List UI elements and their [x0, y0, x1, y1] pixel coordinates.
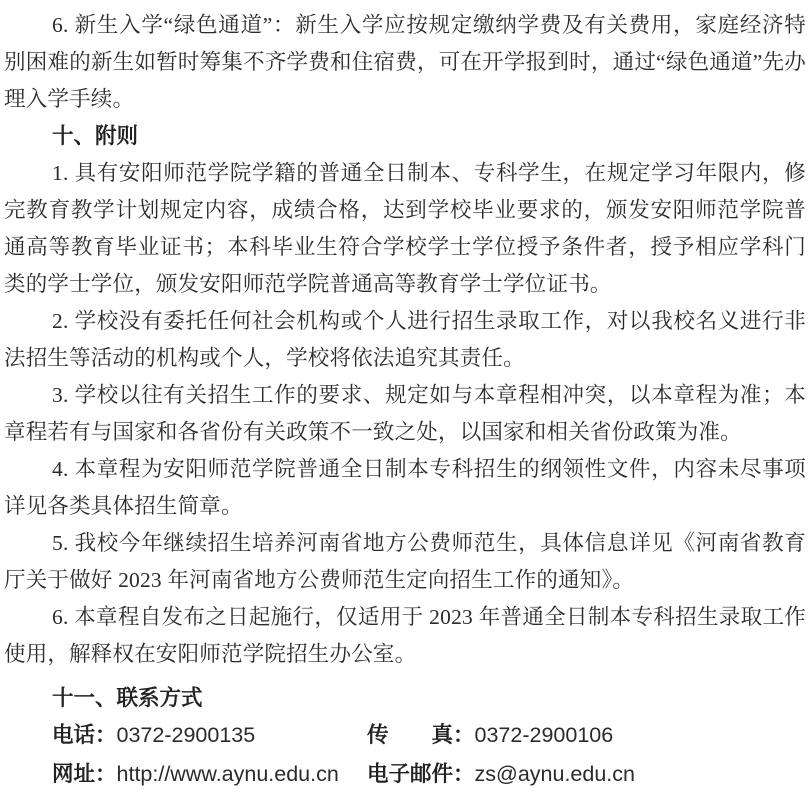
website-value: http://www.aynu.edu.cn [116, 762, 339, 786]
appendix-item-4: 4. 本章程为安阳师范学院普通全日制本专科招生的纲领性文件，内容未尽事项详见各类具体招生简章。 [4, 457, 806, 518]
appendix-item-6: 6. 本章程自发布之日起施行，仅适用于 2023 年普通全日制本专科招生录取工作使用，解释权在安阳师范学院招生办公室。 [4, 605, 806, 666]
contact-phone [52, 717, 367, 754]
phone-label: 电话： [52, 723, 117, 747]
appendix-item-5: 5. 我校今年继续招生培养河南省地方公费师范生，具体信息详见《河南省教育厅关于做好 2023 年河南省地方公费师范生定向招生工作的通知》。 [4, 531, 806, 592]
fax-value: 0372-2900106 [474, 723, 614, 747]
appendix-item-2: 2. 学校没有委托任何社会机构或个人进行招生录取工作，对以我校名义进行非法招生等活动的机构或个人，学校将依法追究其责任。 [4, 309, 806, 370]
website-label: 网址： [52, 762, 117, 786]
email-value: zs@aynu.edu.cn [474, 762, 635, 786]
contact-website [52, 756, 367, 793]
contact-row-web-email [52, 756, 806, 793]
appendix-item-3: 3. 学校以往有关招生工作的要求、规定如与本章程相冲突，以本章程为准；本章程若有与国家和各省份有关政策不一致之处，以国家和相关省份政策为准。 [4, 383, 806, 444]
appendix-item-1: 1. 具有安阳师范学院学籍的普通全日制本、专科学生，在规定学习年限内，修完教育教学计划规定内容，成绩合格，达到学校毕业要求的，颁发安阳师范学院普通高等教育毕业证书；本科毕业生符合学校学士学位授予条件者，授予相应学科门类的学士学位，颁发安阳师范学院普通高等教育学士学位证书。 [4, 161, 806, 296]
phone-value: 0372-2900135 [116, 723, 256, 747]
email-label: 电子邮件： [367, 762, 475, 786]
contact-email [367, 756, 635, 793]
heading-appendix: 十、附则 [52, 124, 139, 148]
paragraph-green-channel: 6. 新生入学“绿色通道”：新生入学应按规定缴纳学费及有关费用，家庭经济特别困难的新生如暂时筹集不齐学费和住宿费，可在开学报到时，通过“绿色通道”先办理入学手续。 [4, 13, 806, 111]
fax-label: 传 真： [367, 723, 475, 747]
contact-row-phone-fax [52, 717, 806, 754]
heading-contact: 十一、联系方式 [52, 686, 203, 710]
contact-fax [367, 717, 613, 754]
